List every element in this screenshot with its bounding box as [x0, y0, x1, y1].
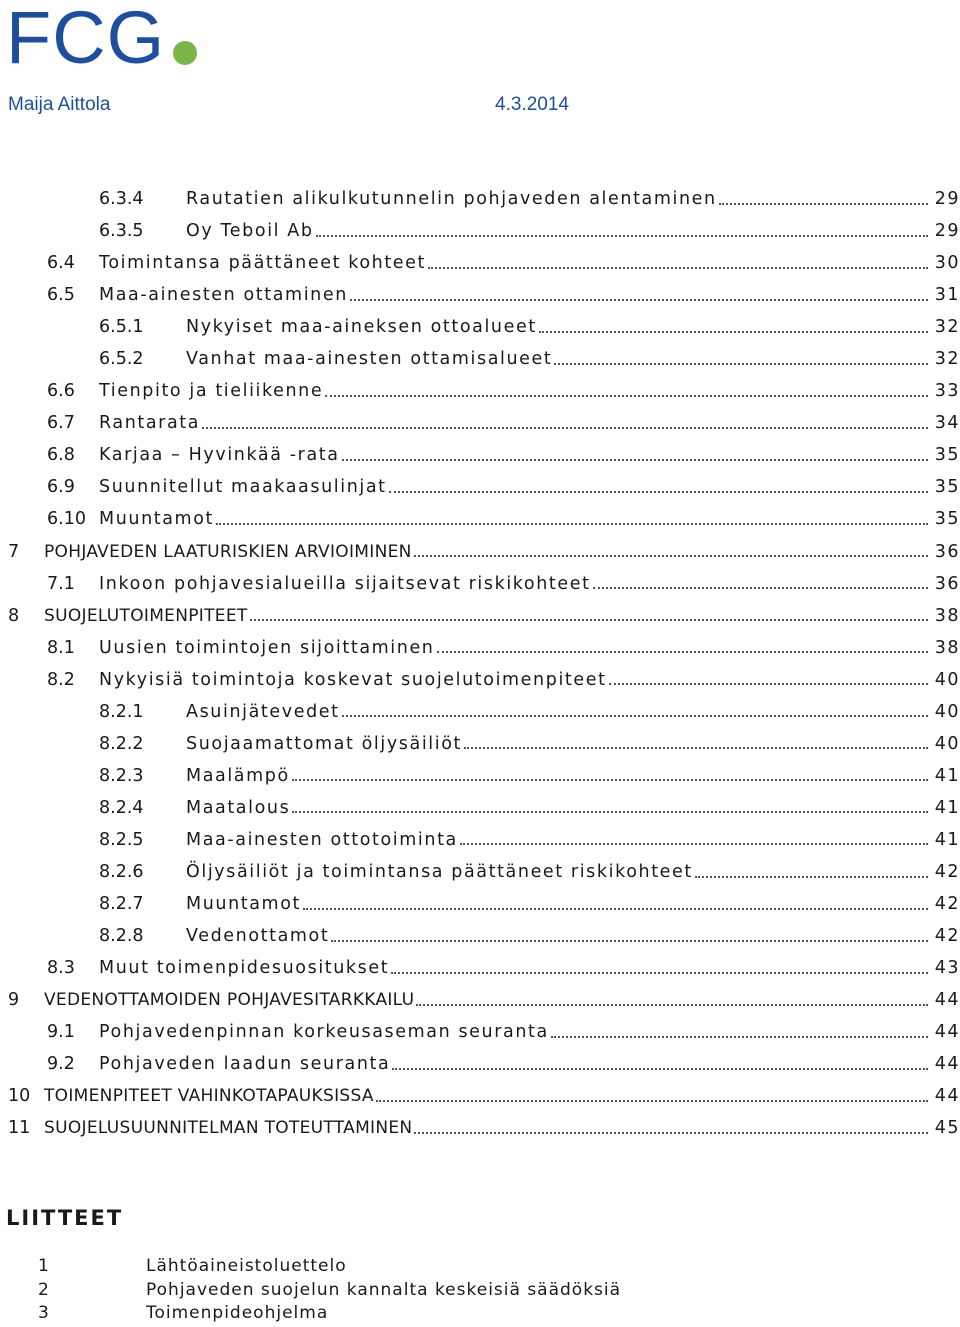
toc-dot-leader [695, 876, 928, 878]
toc-entry[interactable] [0, 375, 960, 407]
toc-entry-page: 35 [934, 509, 960, 530]
toc-entry-number: 8 [8, 605, 20, 626]
toc-entry[interactable] [0, 503, 960, 535]
toc-dot-leader [416, 1004, 928, 1006]
toc-entry-number: 6.3.4 [99, 189, 144, 209]
toc-entry[interactable] [0, 1112, 960, 1144]
toc-entry[interactable] [0, 728, 960, 760]
toc-entry-number: 6.5 [47, 285, 75, 306]
toc-dot-leader [609, 683, 928, 685]
toc-entry-title: Suunnitellut maakaasulinjat [99, 477, 387, 498]
toc-entry[interactable] [0, 760, 960, 792]
toc-dot-leader [428, 267, 928, 269]
toc-entry-number: 6.5.2 [99, 349, 144, 370]
toc-entry-number: 8.1 [47, 637, 75, 658]
table-of-contents [0, 183, 960, 1144]
attachment-number: 1 [38, 1256, 49, 1276]
toc-entry-number: 8.2.3 [99, 765, 144, 786]
toc-dot-leader [350, 299, 928, 301]
header-date: 4.3.2014 [495, 94, 569, 115]
attachments-list [0, 1256, 960, 1327]
toc-entry-page: 40 [934, 733, 960, 754]
toc-entry-page: 29 [934, 189, 960, 210]
toc-dot-leader [464, 747, 928, 749]
toc-entry-title: Toimintansa päättäneet kohteet [99, 253, 426, 274]
toc-entry-number: 8.2.2 [99, 733, 144, 754]
attachment-number: 3 [38, 1303, 49, 1323]
toc-dot-leader [325, 395, 928, 397]
toc-dot-leader [437, 651, 929, 653]
toc-dot-leader [460, 843, 928, 845]
toc-dot-leader [414, 1132, 928, 1134]
toc-entry-number: 6.10 [47, 509, 86, 530]
toc-entry-title: SUOJELUSUUNNITELMAN TOTEUTTAMINEN [44, 1118, 413, 1139]
logo-text: FCG [6, 0, 166, 79]
toc-entry-number: 8.3 [47, 958, 75, 979]
toc-entry-page: 44 [934, 1054, 960, 1075]
toc-entry-title: Muuntamot [186, 894, 301, 915]
toc-entry-number: 8.2 [47, 669, 75, 690]
toc-entry-title: Nykyisiä toimintoja koskevat suojelutoimenpiteet [99, 669, 607, 690]
toc-dot-leader [292, 811, 928, 813]
toc-entry-number: 10 [8, 1086, 31, 1107]
toc-entry-page: 43 [934, 958, 960, 979]
toc-entry-number: 8.2.5 [99, 829, 144, 850]
toc-entry[interactable] [0, 824, 960, 856]
toc-entry-title: Maa-ainesten ottaminen [99, 285, 348, 306]
toc-entry-title: Uusien toimintojen sijoittaminen [99, 637, 435, 658]
toc-entry-page: 36 [934, 573, 960, 594]
toc-dot-leader [414, 555, 928, 557]
toc-entry-number: 6.9 [47, 477, 75, 498]
toc-entry[interactable] [0, 888, 960, 920]
toc-entry[interactable] [0, 1048, 960, 1080]
toc-entry-page: 44 [934, 990, 960, 1011]
toc-entry-title: TOIMENPITEET VAHINKOTAPAUKSISSA [44, 1086, 374, 1107]
attachment-item[interactable] [0, 1256, 960, 1280]
toc-dot-leader [391, 972, 928, 974]
toc-entry-page: 32 [934, 349, 960, 370]
toc-entry[interactable] [0, 215, 960, 247]
toc-dot-leader [376, 1100, 928, 1102]
toc-entry-page: 44 [934, 1086, 960, 1107]
toc-entry-page: 41 [934, 765, 960, 786]
toc-entry-title: Asuinjätevedet [186, 701, 340, 722]
toc-dot-leader [250, 619, 928, 621]
toc-entry[interactable] [0, 600, 960, 632]
toc-entry-title: Rantarata [99, 413, 201, 434]
toc-entry-page: 40 [934, 669, 960, 690]
toc-entry-page: 29 [934, 221, 960, 242]
attachment-title: Lähtöaineistoluettelo [146, 1256, 347, 1276]
toc-entry-number: 9.2 [47, 1054, 75, 1075]
toc-entry-page: 44 [934, 1022, 960, 1043]
toc-entry-page: 36 [934, 541, 960, 562]
toc-entry-number: 6.8 [47, 445, 75, 466]
toc-dot-leader [554, 363, 928, 365]
fcg-logo [6, 0, 197, 79]
toc-entry-number: 8.2.1 [99, 701, 144, 722]
toc-entry-page: 45 [934, 1118, 960, 1139]
attachments-heading: LIITTEET [6, 1206, 124, 1230]
toc-entry-page: 32 [934, 317, 960, 338]
toc-dot-leader [342, 715, 928, 717]
toc-entry-number: 6.7 [47, 413, 75, 434]
toc-entry-number: 6.3.5 [99, 221, 144, 242]
toc-dot-leader [331, 940, 928, 942]
toc-entry[interactable] [0, 920, 960, 952]
toc-entry-title: Rautatien alikulkutunnelin pohjaveden alentaminen [186, 189, 717, 210]
attachment-title: Toimenpideohjelma [146, 1303, 329, 1323]
toc-entry-page: 42 [934, 862, 960, 882]
toc-entry-page: 30 [934, 253, 960, 274]
toc-entry-title: Suojaamattomat öljysäiliöt [186, 733, 462, 754]
toc-entry[interactable] [0, 984, 960, 1016]
toc-entry[interactable] [0, 792, 960, 824]
toc-entry-page: 40 [934, 701, 960, 722]
toc-entry[interactable] [0, 247, 960, 279]
toc-entry-title: Nykyiset maa-aineksen ottoalueet [186, 317, 537, 338]
toc-dot-leader [392, 1068, 928, 1070]
toc-dot-leader [216, 523, 928, 525]
toc-entry-page: 41 [934, 797, 960, 818]
toc-entry[interactable] [0, 664, 960, 696]
toc-entry-number: 6.4 [47, 253, 75, 274]
toc-entry-number: 7.1 [47, 573, 75, 594]
toc-entry-page: 42 [934, 926, 960, 947]
toc-dot-leader [342, 459, 928, 461]
toc-entry-title: SUOJELUTOIMENPITEET [44, 605, 248, 626]
toc-entry-page: 34 [934, 413, 960, 434]
toc-dot-leader [551, 1036, 928, 1038]
toc-entry-number: 8.2.7 [99, 894, 144, 915]
toc-dot-leader [202, 427, 928, 429]
toc-dot-leader [719, 203, 928, 205]
toc-entry-number: 11 [8, 1118, 31, 1139]
toc-entry[interactable] [0, 407, 960, 439]
toc-dot-leader [316, 235, 928, 237]
attachment-title: Pohjaveden suojelun kannalta keskeisiä säädöksiä [146, 1279, 622, 1300]
attachment-item[interactable] [0, 1280, 960, 1304]
toc-entry[interactable] [0, 1080, 960, 1112]
attachment-number: 2 [38, 1279, 49, 1300]
toc-entry-title: POHJAVEDEN LAATURISKIEN ARVIOIMINEN [44, 541, 412, 562]
toc-entry-page: 35 [934, 477, 960, 498]
toc-entry-page: 38 [934, 605, 960, 626]
toc-entry[interactable] [0, 952, 960, 984]
attachment-item[interactable] [0, 1303, 960, 1327]
toc-entry-title: Oy Teboil Ab [186, 221, 314, 242]
toc-entry[interactable] [0, 632, 960, 664]
toc-entry-number: 7 [8, 541, 20, 562]
toc-entry-number: 6.6 [47, 381, 75, 402]
logo-dot-icon [173, 41, 197, 65]
toc-entry[interactable] [0, 439, 960, 471]
toc-entry-page: 38 [934, 637, 960, 658]
toc-entry[interactable] [0, 183, 960, 215]
toc-entry-title: Tienpito ja tieliikenne [99, 381, 324, 402]
toc-entry[interactable] [0, 343, 960, 375]
toc-entry-number: 9 [8, 990, 20, 1011]
toc-entry-number: 9.1 [47, 1022, 75, 1043]
toc-entry-title: VEDENOTTAMOIDEN POHJAVESITARKKAILU [44, 990, 415, 1011]
toc-entry-title: Inkoon pohjavesialueilla sijaitsevat riskikohteet [99, 573, 591, 594]
toc-entry[interactable] [0, 471, 960, 503]
toc-entry[interactable] [0, 279, 960, 311]
toc-entry-number: 8.2.4 [99, 797, 144, 818]
toc-entry-title: Maalämpö [186, 765, 290, 786]
toc-entry-title: Öljysäiliöt ja toimintansa päättäneet riskikohteet [186, 862, 693, 882]
toc-entry-title: Muut toimenpidesuositukset [99, 958, 390, 979]
toc-entry-number: 8.2.6 [99, 861, 144, 882]
toc-entry-page: 31 [934, 285, 960, 306]
toc-entry[interactable] [0, 856, 960, 888]
toc-dot-leader [539, 331, 928, 333]
toc-entry-number: 6.5.1 [99, 317, 144, 338]
header-author: Maija Aittola [8, 94, 111, 115]
toc-dot-leader [593, 587, 928, 589]
toc-entry-page: 35 [934, 445, 960, 466]
toc-entry-title: Maa-ainesten ottotoiminta [186, 829, 458, 850]
toc-entry-page: 42 [934, 894, 960, 915]
toc-entry[interactable] [0, 568, 960, 600]
toc-entry-title: Pohjaveden laadun seuranta [99, 1054, 391, 1075]
toc-entry-title: Muuntamot [99, 509, 214, 530]
toc-dot-leader [303, 908, 928, 910]
toc-entry-page: 41 [934, 829, 960, 850]
toc-dot-leader [389, 491, 928, 493]
toc-entry-page: 33 [934, 381, 960, 402]
toc-entry[interactable] [0, 696, 960, 728]
toc-dot-leader [292, 779, 928, 781]
toc-entry-title: Vedenottamot [186, 926, 330, 947]
toc-entry[interactable] [0, 311, 960, 343]
toc-entry-title: Karjaa – Hyvinkää -rata [99, 445, 340, 466]
toc-entry[interactable] [0, 536, 960, 568]
toc-entry-number: 8.2.8 [99, 926, 144, 947]
toc-entry-title: Maatalous [186, 797, 291, 818]
toc-entry[interactable] [0, 1016, 960, 1048]
toc-entry-title: Vanhat maa-ainesten ottamisalueet [186, 349, 553, 370]
toc-entry-title: Pohjavedenpinnan korkeusaseman seuranta [99, 1022, 549, 1043]
